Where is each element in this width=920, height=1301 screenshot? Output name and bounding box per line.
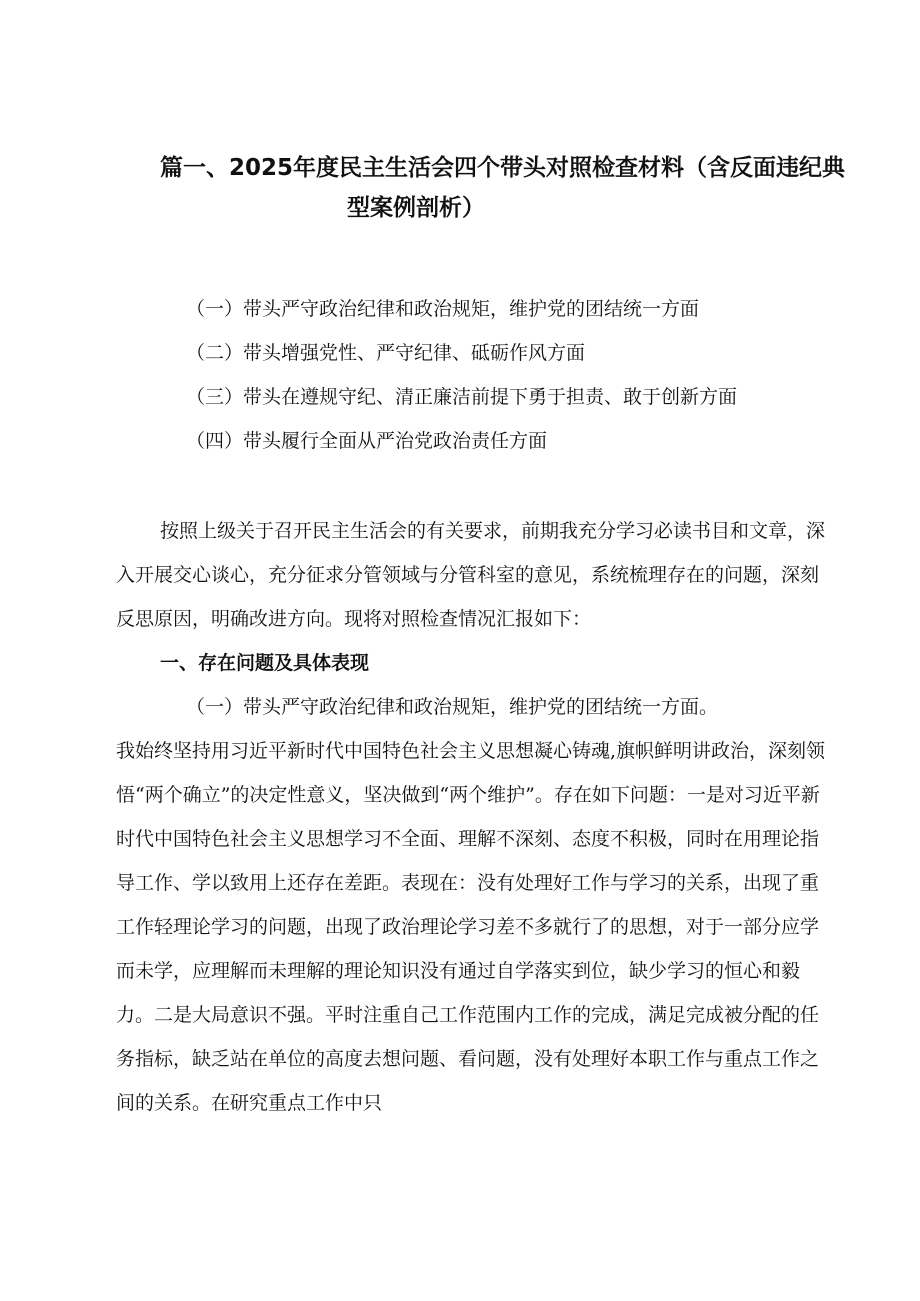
- document-title: [160, 150, 860, 226]
- document-body: [116, 509, 836, 1125]
- outline-item-2: （二）带头增强党性、严守纪律、砥砺作风方面: [186, 342, 586, 364]
- title-line-1: 篇一、2025年度民主生活会四个带头对照检查材料（含反面违纪典: [160, 155, 846, 181]
- title-line-2: 型案例剖析）: [347, 195, 485, 221]
- subsection-paragraph: [116, 685, 836, 1125]
- intro-paragraph: 按照上级关于召开民主生活会的有关要求，前期我充分学习必读书目和文章，深入开展交心谈心，充分征求分管领域与分管科室的意见，系统梳理存在的问题，深刻反思原因，明确改进方向。现将对照检查情况汇报如下：: [116, 520, 826, 630]
- subsection-body: 我始终坚持用习近平新时代中国特色社会主义思想凝心铸魂,旗帜鲜明讲政治，深刻领悟“两个确立”的决定性意义，坚决做到“两个维护”。存在如下问题：一是对习近平新时代中国特色社会主义思想学习不全面、理解不深刻、态度不积极，同时在用理论指导工作、学以致用上还存在差距。表现在：没有处理好工作与学习的关系，出现了重工作轻理论学习的问题，出现了政治理论学习差不多就行了的思想，对于一部分应学而未学，应理解而未理解的理论知识没有通过自学落实到位，缺少学习的恒心和毅力。二是大局意识不强。平时注重自己工作范围内工作的完成，满足完成被分配的任务指标，缺乏站在单位的高度去想问题、看问题，没有处理好本职工作与重点工作之间的关系。在研究重点工作中只: [116, 740, 826, 1114]
- outline-list: [116, 287, 836, 463]
- subsection-lead: （一）带头严守政治纪律和政治规矩，维护党的团结统一方面。: [186, 696, 719, 718]
- section-heading: 一、存在问题及具体表现: [160, 652, 370, 674]
- outline-item-3: （三）带头在遵规守纪、清正廉洁前提下勇于担责、敢于创新方面: [186, 386, 738, 408]
- outline-item-1: （一）带头严守政治纪律和政治规矩，维护党的团结统一方面: [186, 298, 700, 320]
- outline-item-4: （四）带头履行全面从严治党政治责任方面: [186, 430, 548, 452]
